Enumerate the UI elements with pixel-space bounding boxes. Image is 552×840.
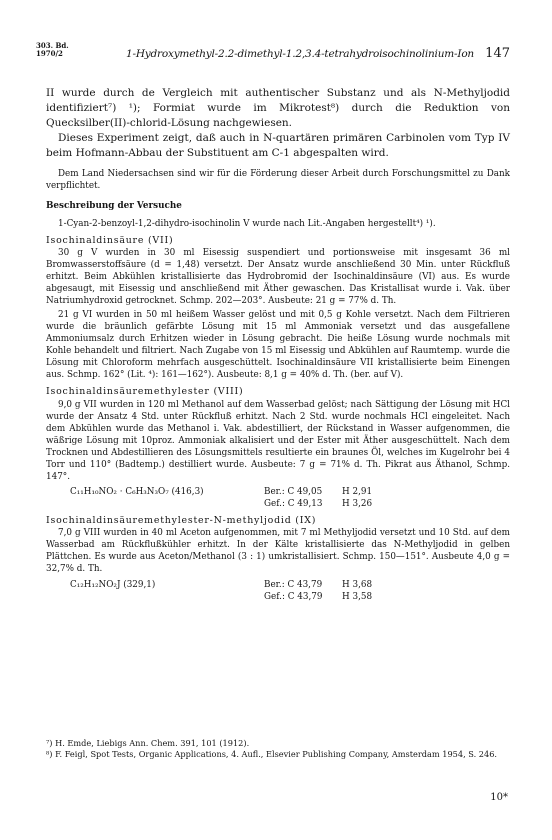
page-number: 147 — [485, 46, 510, 61]
subsection-title-viii: Isochinaldinsäuremethylester (VIII) — [46, 386, 244, 398]
formula-viii: C₁₁H₁₀NO₂ · C₆H₃N₃O₇ (416,3) — [70, 486, 204, 497]
gef-carbon-viii: Gef.: C 49,13 — [264, 498, 323, 509]
footnote-7: ⁷) H. Emde, Liebigs Ann. Chem. 391, 101 (1912). — [46, 738, 250, 748]
paragraph-identification: II wurde durch de Vergleich mit authentischer Substanz und als N-Methyljodid identifiziert⁷) ¹); Formiat wurde im Mikrotest⁸) durch die Reduktion von Quecksilber(II)-chlorid-Lösung nachgewiesen. — [46, 87, 510, 129]
elemental-analysis-viii-gef — [46, 498, 510, 510]
ber-carbon-viii: Ber.: C 49,05 — [264, 486, 323, 497]
ber-carbon-ix: Ber.: C 43,79 — [264, 580, 323, 591]
ber-hydrogen-ix: H 3,68 — [342, 580, 373, 591]
subsection-title-vii: Isochinaldinsäure (VII) — [46, 234, 174, 246]
journal-volume-line2: 1970/2 — [36, 49, 63, 58]
paragraph-acknowledgement: Dem Land Niedersachsen sind wir für die Förderung dieser Arbeit durch Forschungsmittel zu Dank verpflichtet. — [46, 169, 510, 191]
elemental-analysis-ix-ber — [46, 579, 510, 591]
gef-hydrogen-viii: H 3,26 — [342, 498, 373, 509]
ber-hydrogen-viii: H 2,91 — [342, 486, 373, 497]
footnote-8: ⁸) F. Feigl, Spot Tests, Organic Applications, 4. Aufl., Elsevier Publishing Company, Amsterdam 1954, S. 246. — [46, 749, 498, 759]
subsection-vii-paragraph-1: 30 g V wurden in 30 ml Eisessig suspendiert und portionsweise mit insgesamt 36 ml Bromwasserstoffsäure (d = 1,48) versetzt. Der Ansatz wurde anschließend 30 Min. unter Rückfluß erhitzt. Beim Abkühlen kristallisierte das Hydrobromid der Isochinaldinsäure (VI) aus. Es wurde abgesaugt, mit Eisessig und anschließend mit Äther gewaschen. Das Kristallisat wurde i. Vak. über Natriumhydroxid getrocknet. Schmp. 202—203°. Ausbeute: 21 g = 77% d. Th. — [46, 248, 510, 307]
journal-volume — [36, 42, 69, 58]
formula-ix: C₁₂H₁₂NO₂J (329,1) — [70, 580, 156, 591]
subsection-title-ix: Isochinaldinsäuremethylester-N-methyljodid (IX) — [46, 514, 317, 526]
paragraph-experiment: Dieses Experiment zeigt, daß auch in N-quartären primären Carbinolen vom Typ IV beim Hofmann-Abbau der Substituent am C-1 abgespalten wird. — [46, 132, 510, 159]
signature-mark: 10* — [490, 792, 508, 803]
running-title: 1-Hydroxymethyl-2.2-dimethyl-1.2,3.4-tetrahydroisochinolinium-Ion — [126, 48, 474, 60]
gef-carbon-ix: Gef.: C 43,79 — [264, 592, 323, 603]
gef-hydrogen-ix: H 3,58 — [342, 592, 373, 603]
page-header — [36, 41, 510, 70]
main-content — [46, 86, 510, 603]
elemental-analysis-viii-ber — [46, 486, 510, 498]
footnotes — [46, 738, 510, 760]
subsection-viii-paragraph: 9,0 g VII wurden in 120 ml Methanol auf dem Wasserbad gelöst; nach Sättigung der Lösung mit HCl wurde der Ansatz 4 Std. unter Rückfluß erhitzt. Nach 2 Std. wurde nochmals HCl eingeleitet. Nach dem Abkühlen wurde das Methanol i. Vak. abdestilliert, der Rückstand in Wasser aufgenommen, die wäßrige Lösung mit 10proz. Ammoniak alkalisiert und der Ester mit Äther ausgeschüttelt. Nach dem Trocknen und Abdestillieren des Lösungsmittels resultierte ein braunes Öl, welches im Kugelrohr bei 4 Torr und 110° (Badtemp.) destilliert wurde. Ausbeute: 7 g = 71% d. Th. Pikrat aus Äthanol, Schmp. 147°. — [46, 399, 510, 482]
journal-volume-line1: 303. Bd. — [36, 41, 69, 50]
elemental-analysis-ix-gef — [46, 591, 510, 603]
section-intro: 1-Cyan-2-benzoyl-1,2-dihydro-isochinolin V wurde nach Lit.-Angaben hergestellt⁴) ¹). — [58, 218, 436, 229]
section-title: Beschreibung der Versuche — [46, 201, 182, 211]
subsection-ix-paragraph: 7,0 g VIII wurden in 40 ml Aceton aufgenommen, mit 7 ml Methyljodid versetzt und 10 Std. auf dem Wasserbad am Rückflußkühler erhitzt. In der Kälte kristallisierte das N-Methyljodid in gelben Plättchen. Es wurde aus Aceton/Methanol (3 : 1) umkristallisiert. Schmp. 150—151°. Ausbeute 4,0 g = 32,7% d. Th. — [46, 528, 510, 575]
subsection-vii-paragraph-2: 21 g VI wurden in 50 ml heißem Wasser gelöst und mit 0,5 g Kohle versetzt. Nach dem Filtrieren wurde die bräunlich gefärbte Lösung mit 15 ml Ammoniak versetzt und das ausgefallene Ammoniumsalz durch Erhitzen wieder in Lösung gebracht. Die heiße Lösung wurde nochmals mit Kohle behandelt und filtriert. Nach Zugabe von 15 ml Eisessig und Abkühlen auf Raumtemp. wurde die Lösung mit Chloroform mehrfach ausgeschüttelt. Isochinaldinsäure VII kristallisierte beim Einengen aus. Schmp. 162° (Lit. ⁴): 161—162°). Ausbeute: 8,1 g = 40% d. Th. (ber. auf V). — [46, 310, 510, 381]
